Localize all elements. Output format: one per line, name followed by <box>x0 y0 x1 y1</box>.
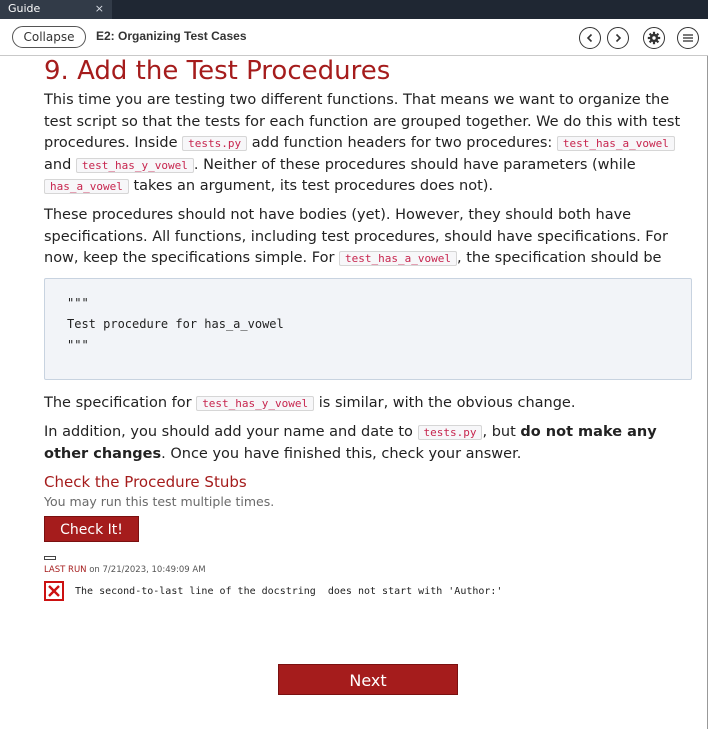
text: . Neither of these procedures should have parameters (while <box>193 156 636 173</box>
bold-text: do not make any other changes <box>44 424 657 462</box>
guide-header <box>0 19 708 56</box>
last-run-label: LAST RUN <box>44 565 87 575</box>
text: , the specification should be <box>457 250 662 266</box>
result-message: The second-to-last line of the docstring does not start with 'Author:' <box>75 586 503 597</box>
inline-code: tests.py <box>182 136 247 151</box>
text: and <box>44 156 76 173</box>
inline-code: test_has_a_vowel <box>557 136 675 151</box>
list-icon <box>682 33 694 43</box>
text: . Once you have finished this, check your answer. <box>161 445 522 462</box>
last-run-time: on 7/21/2023, 10:49:09 AM <box>86 565 206 575</box>
paragraph-1 <box>44 90 694 198</box>
text: takes an argument, its test procedures does not). <box>128 178 494 194</box>
inline-code: has_a_vowel <box>44 179 129 194</box>
next-page-button[interactable] <box>607 27 629 49</box>
settings-button[interactable] <box>643 27 665 49</box>
previous-button[interactable] <box>579 27 601 49</box>
last-run-info <box>44 565 206 575</box>
text: , but <box>482 424 521 440</box>
next-button[interactable]: Next <box>278 664 458 695</box>
inline-code: tests.py <box>418 425 483 440</box>
paragraph-3 <box>44 393 694 415</box>
gear-icon <box>647 31 661 45</box>
paragraph-4 <box>44 422 694 465</box>
check-title: Check the Procedure Stubs <box>44 473 247 491</box>
text: This time you are testing two different functions. That means we want to organize the test script so that the tests for each function are grouped together. We do this with test procedures. Inside <box>44 92 681 151</box>
inline-code: test_has_a_vowel <box>339 251 457 266</box>
tab-bar <box>0 0 708 19</box>
code-block: """ Test procedure for has_a_vowel """ <box>44 278 692 380</box>
collapse-button[interactable]: Collapse <box>12 26 86 48</box>
tab-label: Guide <box>8 2 41 15</box>
chevron-right-icon <box>613 33 623 43</box>
page-title: 9. Add the Test Procedures <box>44 56 391 86</box>
fail-x-icon <box>44 581 64 601</box>
inline-code: test_has_y_vowel <box>196 396 314 411</box>
chevron-left-icon <box>585 33 595 43</box>
text: add function headers for two procedures: <box>247 135 557 151</box>
menu-button[interactable] <box>677 27 699 49</box>
paragraph-2 <box>44 205 694 270</box>
close-icon[interactable]: × <box>94 2 104 15</box>
check-it-button[interactable]: Check It! <box>44 516 139 542</box>
check-subtitle: You may run this test multiple times. <box>44 494 275 509</box>
text: The specification for <box>44 395 197 411</box>
result-toggle[interactable] <box>44 556 56 560</box>
inline-code: test_has_y_vowel <box>76 158 194 173</box>
tab-guide[interactable] <box>0 0 112 19</box>
page-heading: E2: Organizing Test Cases <box>96 29 247 43</box>
text: is similar, with the obvious change. <box>314 395 576 411</box>
text: These procedures should not have bodies (yet). However, they should both have specifications. All functions, including test procedures, should have specifications. For now, keep the specifications simple. For <box>44 207 668 266</box>
x-mark-icon <box>47 584 61 598</box>
text: In addition, you should add your name and date to <box>44 424 418 440</box>
